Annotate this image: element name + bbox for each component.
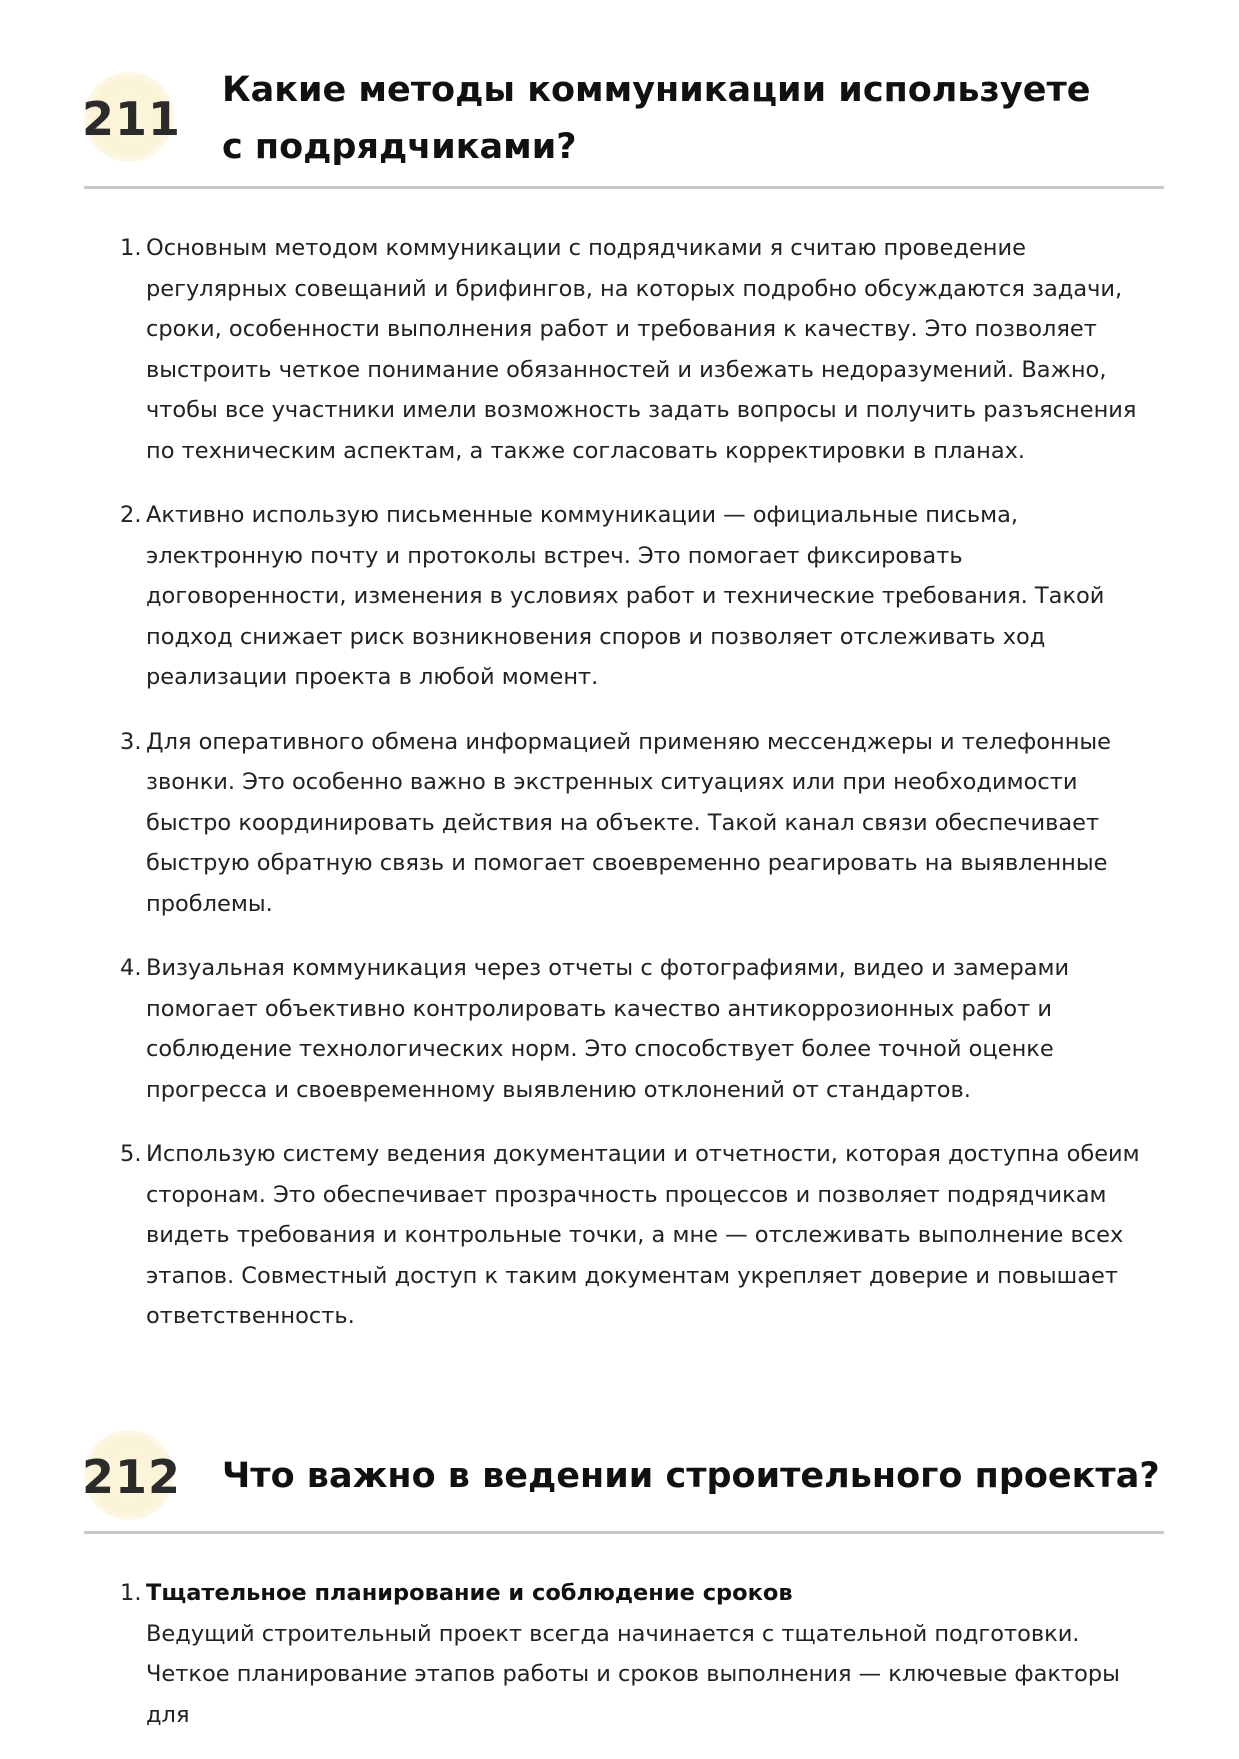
list-item	[104, 228, 1164, 471]
list-item	[104, 495, 1164, 698]
header-divider	[84, 1531, 1164, 1534]
list-item-heading: Тщательное планирование и соблюдение сроков	[146, 1580, 793, 1606]
answer-list	[104, 1573, 1164, 1759]
question-title: Какие методы коммуникации используете с подрядчиками?	[222, 70, 1091, 167]
question-title: Что важно в ведении строительного проекта?	[222, 1456, 1160, 1496]
list-item-number: 5.	[120, 1141, 142, 1167]
list-item	[104, 948, 1164, 1110]
list-item-text: Для оперативного обмена информацией применяю мессенджеры и телефонные звонки. Это особенно важно в экстренных ситуациях или при необходимости быстро координировать действия на объекте. Такой канал связи обеспечивает быструю обратную связь и помогает своевременно реагировать на выявленные проблемы.	[146, 728, 1112, 917]
question-number: 211	[82, 92, 182, 146]
list-item-text: Использую систему ведения документации и отчетности, которая доступна обеим сторонам. Это обеспечивает прозрачность процессов и позволяет подрядчикам видеть требования и контрольные точки, а мне — отслеживать выполнение всех этапов. Совместный доступ к таким документам укрепляет доверие и повышает ответственность.	[146, 1141, 1140, 1329]
list-item-number: 2.	[120, 502, 142, 528]
list-item-text: Активно использую письменные коммуникации — официальные письма, электронную почту и протоколы встреч. Это помогает фиксировать договоренности, изменения в условиях работ и технические требования. Такой подход снижает риск возникновения споров и позволяет отслеживать ход реализации проекта в любой момент.	[146, 502, 1105, 690]
list-item-number: 4.	[120, 955, 142, 981]
list-item	[104, 722, 1164, 925]
list-item	[104, 1573, 1164, 1735]
list-item-text: Основным методом коммуникации с подрядчиками я считаю проведение регулярных совещаний и брифингов, на которых подробно обсуждаются задачи, сроки, особенности выполнения работ и требования к качеству. Это позволяет выстроить четкое понимание обязанностей и избежать недоразумений. Важно, чтобы все участники имели возможность задать вопросы и получить разъяснения по техническим аспектам, а также согласовать корректировки в планах.	[146, 235, 1137, 464]
list-item-text: Ведущий строительный проект всегда начинается с тщательной подготовки. Четкое планирование этапов работы и сроков выполнения — ключевые факторы для	[146, 1620, 1120, 1728]
question-number: 212	[82, 1450, 182, 1504]
list-item-number: 3.	[120, 728, 142, 755]
list-item-text: Визуальная коммуникация через отчеты с фотографиями, видео и замерами помогает объективно контролировать качество антикоррозионных работ и соблюдение технологических норм. Это способствует более точной оценке прогресса и своевременному выявлению отклонений от стандартов.	[146, 955, 1070, 1103]
answer-list	[104, 228, 1164, 1361]
list-item-number: 1.	[120, 235, 142, 261]
list-item-number: 1.	[120, 1580, 142, 1606]
header-divider	[84, 186, 1164, 189]
list-item	[104, 1134, 1164, 1337]
